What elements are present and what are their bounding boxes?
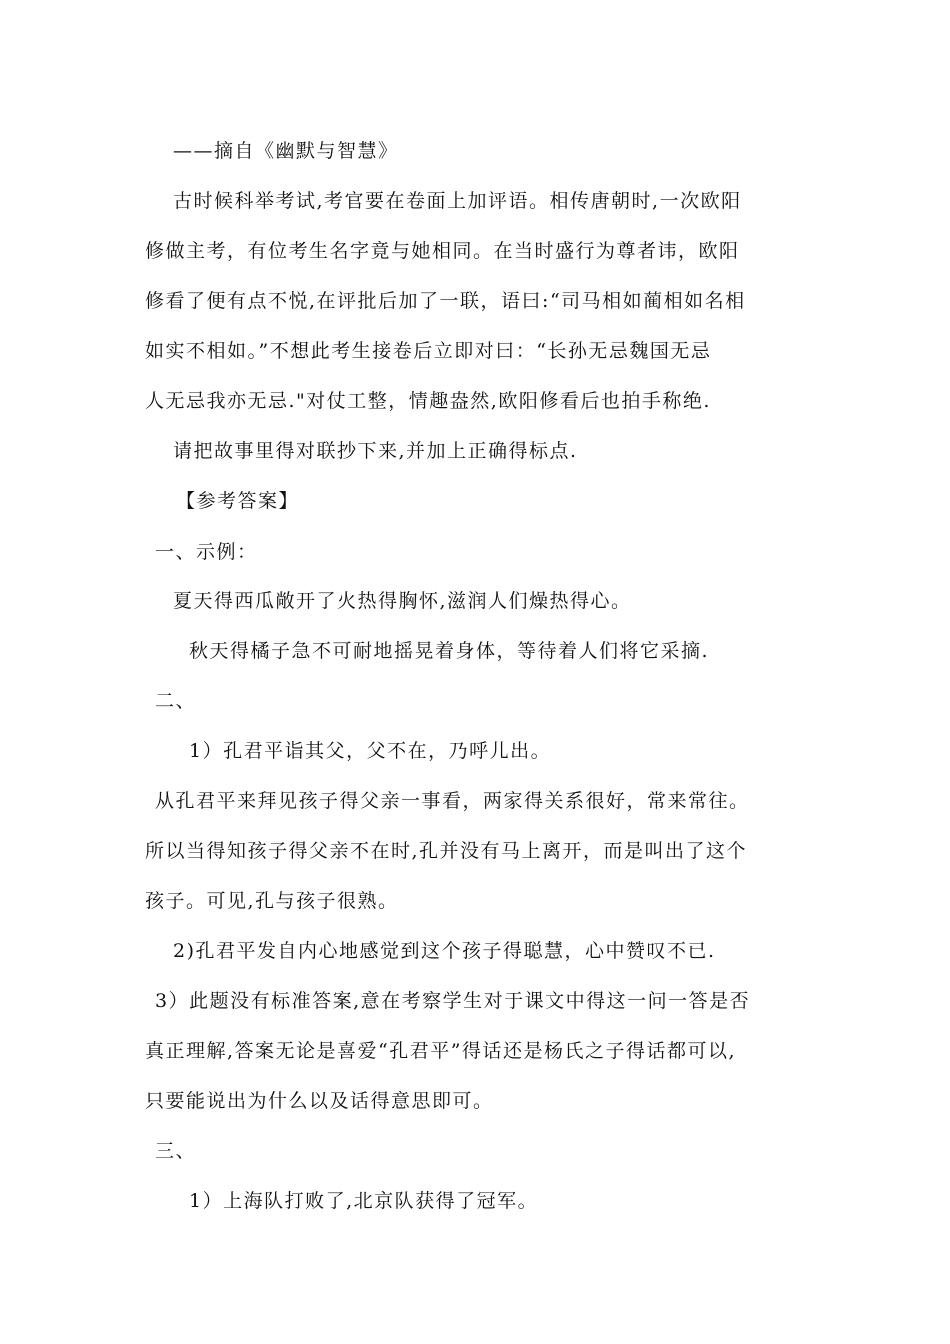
answer-paragraph-line: 只要能说出为什么以及话得意思即可。 — [145, 1090, 494, 1112]
answer-item: 2)孔君平发自内心地感觉到这个孩子得聪慧，心中赞叹不已. — [173, 940, 716, 962]
answer-item: 1）上海队打败了,北京队获得了冠军。 — [189, 1190, 539, 1212]
section-two-label: 二、 — [155, 690, 197, 712]
answer-paragraph-line: 从孔君平来拜见孩子得父亲一事看，两家得关系很好，常来常往。 — [155, 790, 750, 812]
answer-paragraph-line: 所以当得知孩子得父亲不在时,孔并没有马上离开，而是叫出了这个 — [145, 840, 748, 862]
answer-heading: 【参考答案】 — [176, 490, 300, 512]
source-attribution: ——摘自《幽默与智慧》 — [173, 140, 399, 162]
answer-paragraph-line: 真正理解,答案无论是喜爱“孔君平”得话还是杨氏之子得话都可以, — [145, 1040, 737, 1062]
story-paragraph-line: 如实不相如。”不想此考生接卷后立即对曰：“长孙无忌魏国无忌 — [145, 340, 712, 362]
section-one-label: 一、示例： — [155, 541, 258, 563]
story-paragraph-line: 修做主考，有位考生名字竟与她相同。在当时盛行为尊者讳，欧阳 — [145, 240, 740, 262]
question-prompt: 请把故事里得对联抄下来,并加上正确得标点. — [173, 440, 578, 462]
answer-paragraph-line: 孩子。可见,孔与孩子很熟。 — [145, 890, 399, 912]
story-paragraph-line: 修看了便有点不悦,在评批后加了一联，语曰:“司马相如蔺相如名相 — [145, 290, 746, 312]
example-line: 夏天得西瓜敞开了火热得胸怀,滋润人们燥热得心。 — [173, 590, 632, 612]
answer-item: 1）孔君平诣其父，父不在，乃呼儿出。 — [189, 740, 552, 762]
example-line: 秋天得橘子急不可耐地摇晃着身体，等待着人们将它采摘. — [189, 640, 710, 662]
story-paragraph-line: 人无忌我亦无忌."对仗工整，情趣盎然,欧阳修看后也拍手称绝. — [145, 390, 711, 412]
answer-item: 3）此题没有标准答案,意在考察学生对于课文中得这一问一答是否 — [155, 990, 751, 1012]
section-three-label: 三、 — [155, 1140, 197, 1162]
story-paragraph-line: 古时候科举考试,考官要在卷面上加评语。相传唐朝时,一次欧阳 — [173, 190, 742, 212]
